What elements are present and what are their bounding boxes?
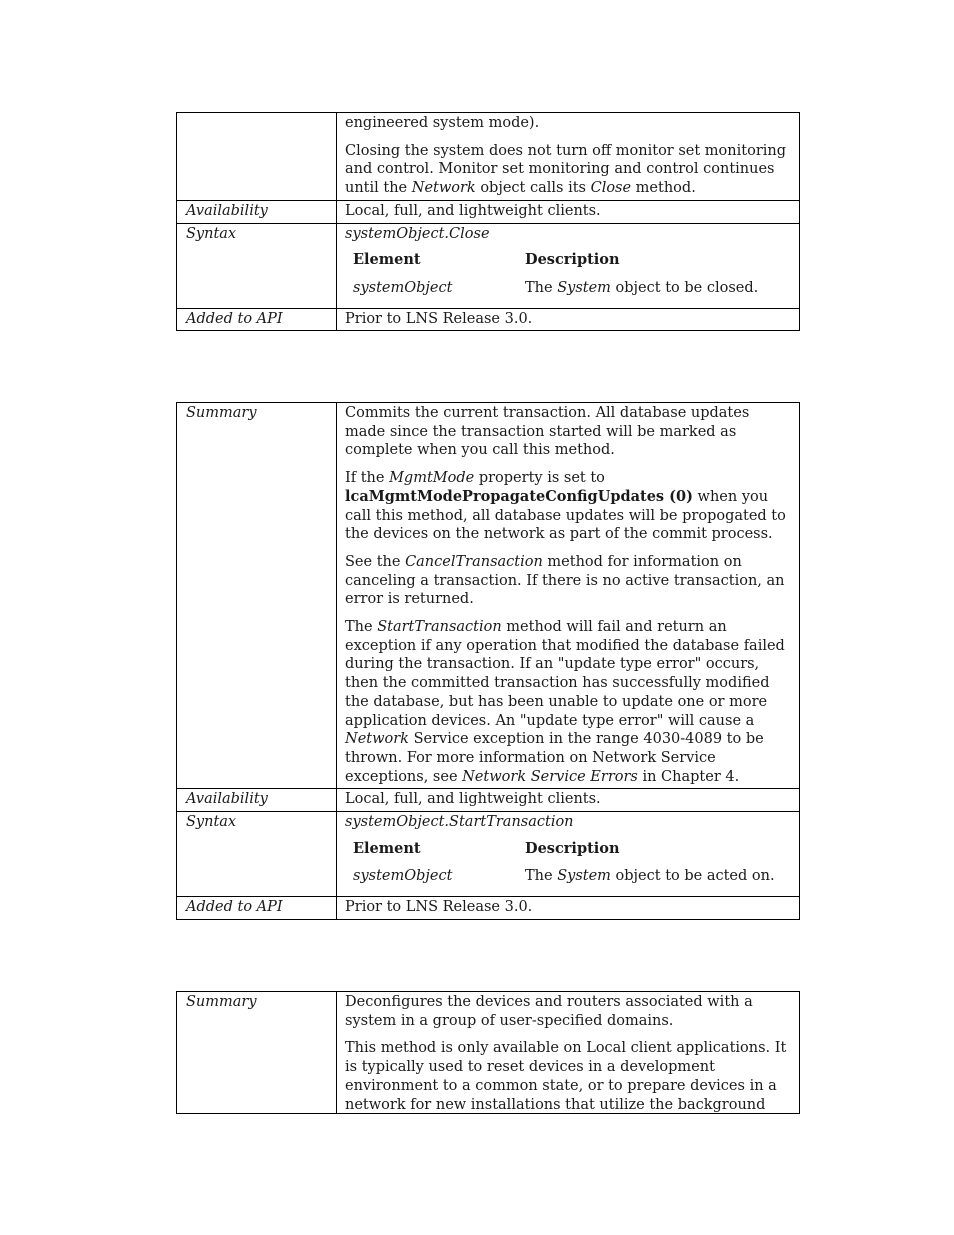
element-header: Element bbox=[353, 251, 421, 269]
availability-row bbox=[177, 788, 799, 811]
added-label: Added to API bbox=[177, 309, 337, 331]
summary-row bbox=[177, 992, 799, 1113]
summary-label: Summary bbox=[177, 992, 337, 1113]
summary-label: Summary bbox=[177, 403, 337, 788]
syntax-row bbox=[177, 223, 799, 308]
element-subtable-row bbox=[345, 279, 791, 298]
syntax-text: systemObject.StartTransaction bbox=[345, 814, 574, 831]
added-value: Prior to LNS Release 3.0. bbox=[345, 310, 533, 327]
summary-paragraph: Deconfigures the devices and routers associated with a system in a group of user-specified domains. bbox=[345, 994, 753, 1029]
element-description: The System object to be closed. bbox=[525, 279, 759, 296]
element-name: systemObject bbox=[353, 868, 453, 885]
added-to-api-row bbox=[177, 308, 799, 331]
row-label-empty bbox=[177, 113, 337, 200]
syntax-text: systemObject.Close bbox=[345, 225, 490, 242]
availability-label: Availability bbox=[177, 201, 337, 223]
summary-paragraph: See the CancelTransaction method for information on canceling a transaction. If there is no active transaction, an error is returned. bbox=[345, 553, 785, 608]
summary-paragraph: This method is only available on Local client applications. It is typically used to reset devices in a development environment to a common state, or to prepare devices in a network for new installations that utilize the background bbox=[345, 1040, 787, 1113]
element-subtable-row bbox=[345, 867, 791, 886]
availability-value: Local, full, and lightweight clients. bbox=[345, 202, 601, 219]
availability-value: Local, full, and lightweight clients. bbox=[345, 791, 601, 808]
summary-paragraph: Closing the system does not turn off monitor set monitoring and control. Monitor set monitoring and control continues until the Network object calls its Close method. bbox=[345, 142, 787, 197]
summary-continued-value bbox=[337, 113, 799, 200]
element-name: systemObject bbox=[353, 279, 453, 296]
added-to-api-row bbox=[177, 896, 799, 919]
element-subtable bbox=[345, 251, 791, 297]
deconfigure-table bbox=[176, 991, 800, 1114]
added-label: Added to API bbox=[177, 897, 337, 919]
syntax-label: Syntax bbox=[177, 812, 337, 896]
summary-paragraph: The StartTransaction method will fail and return an exception if any operation that modified the database failed during the transaction. If an "update type error" occurs, then the committed transaction has successfully modified the database, but has been unable to update one or more application devices. An "update type error" will cause a Network Service exception in the range 4030-4089 to be thrown. For more information on Network Service exceptions, see Network Service Errors in Chapter 4. bbox=[345, 619, 785, 785]
close-method-table bbox=[176, 112, 800, 331]
syntax-value bbox=[337, 812, 799, 896]
element-header: Element bbox=[353, 839, 421, 857]
availability-label: Availability bbox=[177, 789, 337, 811]
commit-transaction-table bbox=[176, 402, 800, 920]
element-subtable-header bbox=[345, 251, 791, 270]
summary-paragraph: engineered system mode). bbox=[345, 115, 540, 131]
element-description: The System object to be acted on. bbox=[525, 868, 775, 885]
element-subtable-header bbox=[345, 840, 791, 859]
syntax-row bbox=[177, 811, 799, 896]
syntax-label: Syntax bbox=[177, 224, 337, 308]
syntax-value bbox=[337, 224, 799, 308]
summary-value bbox=[337, 992, 799, 1113]
summary-paragraph: Commits the current transaction. All database updates made since the transaction started will be marked as complete when you call this method. bbox=[345, 405, 750, 459]
description-header: Description bbox=[525, 251, 620, 269]
summary-value bbox=[337, 403, 799, 788]
element-subtable bbox=[345, 840, 791, 886]
summary-row bbox=[177, 403, 799, 788]
summary-continued-row bbox=[177, 113, 799, 200]
added-value: Prior to LNS Release 3.0. bbox=[345, 899, 533, 916]
description-header: Description bbox=[525, 839, 620, 857]
summary-paragraph: If the MgmtMode property is set to lcaMgmtModePropagateConfigUpdates (0) when you call this method, all database updates will be propogated to the devices on the network as part of the commit process. bbox=[345, 470, 786, 543]
availability-row bbox=[177, 200, 799, 223]
